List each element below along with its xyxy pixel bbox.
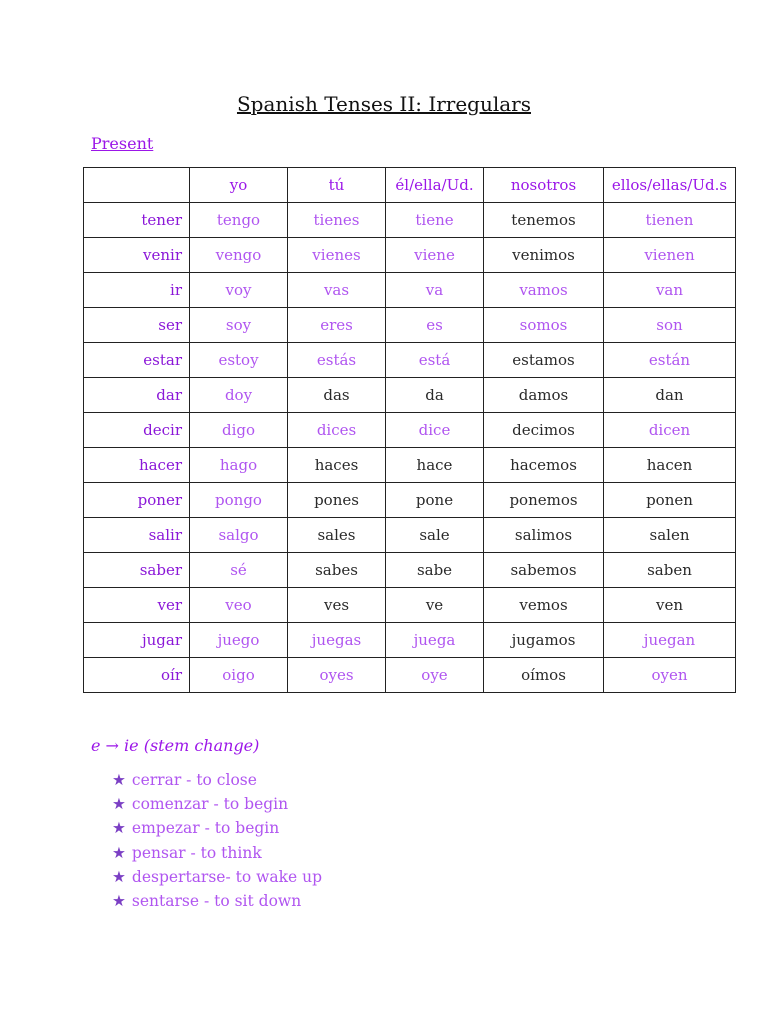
- verb-cell: estar: [84, 343, 190, 378]
- verb-cell: ir: [84, 273, 190, 308]
- conjugation-cell: ponemos: [484, 483, 604, 518]
- list-item-text: empezar - to begin: [131, 819, 280, 838]
- conjugation-cell: salen: [604, 518, 736, 553]
- header-el-ella-ud: él/ella/Ud.: [386, 168, 484, 203]
- conjugation-cell: vamos: [484, 273, 604, 308]
- conjugation-cell: tienes: [288, 203, 386, 238]
- conjugation-cell: dicen: [604, 413, 736, 448]
- list-item: [112, 792, 322, 816]
- conjugation-cell: es: [386, 308, 484, 343]
- conjugation-cell: tenemos: [484, 203, 604, 238]
- conjugation-cell: ponen: [604, 483, 736, 518]
- conjugation-cell: estás: [288, 343, 386, 378]
- verb-cell: decir: [84, 413, 190, 448]
- verb-cell: dar: [84, 378, 190, 413]
- conjugation-cell: hacen: [604, 448, 736, 483]
- conjugation-cell: jugamos: [484, 623, 604, 658]
- verb-cell: tener: [84, 203, 190, 238]
- conjugation-cell: hace: [386, 448, 484, 483]
- conjugation-cell: dice: [386, 413, 484, 448]
- list-item-text: pensar - to think: [131, 843, 262, 862]
- conjugation-cell: vas: [288, 273, 386, 308]
- conjugation-cell: ve: [386, 588, 484, 623]
- star-icon: ★: [112, 867, 126, 886]
- conjugation-cell: está: [386, 343, 484, 378]
- conjugation-cell: tienen: [604, 203, 736, 238]
- table-row: [84, 413, 736, 448]
- table-row: [84, 378, 736, 413]
- verb-cell: saber: [84, 553, 190, 588]
- conjugation-cell: pones: [288, 483, 386, 518]
- table-row: [84, 658, 736, 693]
- conjugation-cell: van: [604, 273, 736, 308]
- star-icon: ★: [112, 771, 126, 789]
- conjugation-cell: oímos: [484, 658, 604, 693]
- conjugation-cell: sabe: [386, 553, 484, 588]
- verb-cell: jugar: [84, 623, 190, 658]
- conjugation-cell: oye: [386, 658, 484, 693]
- table-row: [84, 483, 736, 518]
- star-icon: ★: [112, 843, 126, 862]
- list-item: [112, 889, 322, 913]
- conjugation-cell: estoy: [190, 343, 288, 378]
- verb-cell: ver: [84, 588, 190, 623]
- conjugation-cell: soy: [190, 308, 288, 343]
- conjugation-cell: eres: [288, 308, 386, 343]
- header-nosotros: nosotros: [484, 168, 604, 203]
- table-row: [84, 343, 736, 378]
- verb-cell: hacer: [84, 448, 190, 483]
- conjugation-cell: salimos: [484, 518, 604, 553]
- section-heading-present: Present: [91, 134, 154, 153]
- conjugation-cell: viene: [386, 238, 484, 273]
- conjugation-cell: son: [604, 308, 736, 343]
- table-row: [84, 518, 736, 553]
- conjugation-cell: sales: [288, 518, 386, 553]
- conjugation-cell: sale: [386, 518, 484, 553]
- table-row: [84, 588, 736, 623]
- conjugation-cell: ven: [604, 588, 736, 623]
- conjugation-cell: digo: [190, 413, 288, 448]
- header-ellos-ellas-uds: ellos/ellas/Ud.s: [604, 168, 736, 203]
- conjugation-cell: sé: [190, 553, 288, 588]
- conjugation-cell: da: [386, 378, 484, 413]
- table-row: [84, 553, 736, 588]
- star-icon: ★: [112, 892, 126, 911]
- conjugation-cell: sabemos: [484, 553, 604, 588]
- conjugation-cell: vienes: [288, 238, 386, 273]
- conjugation-cell: oyen: [604, 658, 736, 693]
- table-row: [84, 203, 736, 238]
- conjugation-cell: haces: [288, 448, 386, 483]
- conjugation-cell: das: [288, 378, 386, 413]
- conjugation-cell: decimos: [484, 413, 604, 448]
- list-item: [112, 816, 322, 840]
- conjugation-cell: tengo: [190, 203, 288, 238]
- table-row: [84, 238, 736, 273]
- stem-change-heading: e → ie (stem change): [91, 736, 260, 755]
- list-item-text: sentarse - to sit down: [131, 892, 302, 911]
- table-header-row: [84, 168, 736, 203]
- conjugation-cell: salgo: [190, 518, 288, 553]
- conjugation-cell: dan: [604, 378, 736, 413]
- conjugation-cell: hacemos: [484, 448, 604, 483]
- conjugation-cell: saben: [604, 553, 736, 588]
- header-tu: tú: [288, 168, 386, 203]
- star-icon: ★: [112, 819, 126, 838]
- conjugation-cell: voy: [190, 273, 288, 308]
- conjugation-cell: juegas: [288, 623, 386, 658]
- conjugation-cell: tiene: [386, 203, 484, 238]
- conjugation-cell: oigo: [190, 658, 288, 693]
- page-title: Spanish Tenses II: Irregulars: [236, 92, 531, 116]
- conjugation-cell: ves: [288, 588, 386, 623]
- conjugation-cell: oyes: [288, 658, 386, 693]
- conjugation-cell: venimos: [484, 238, 604, 273]
- list-item-text: cerrar - to close: [131, 771, 257, 789]
- conjugation-cell: juegan: [604, 623, 736, 658]
- verb-cell: poner: [84, 483, 190, 518]
- conjugation-cell: están: [604, 343, 736, 378]
- table-row: [84, 308, 736, 343]
- conjugation-cell: pone: [386, 483, 484, 518]
- conjugation-cell: juega: [386, 623, 484, 658]
- verb-cell: oír: [84, 658, 190, 693]
- verb-cell: venir: [84, 238, 190, 273]
- list-item: [112, 841, 322, 865]
- star-icon: ★: [112, 795, 126, 814]
- conjugation-cell: sabes: [288, 553, 386, 588]
- table-row: [84, 623, 736, 658]
- conjugation-cell: juego: [190, 623, 288, 658]
- conjugation-cell: estamos: [484, 343, 604, 378]
- conjugation-cell: veo: [190, 588, 288, 623]
- list-item: [112, 768, 322, 792]
- list-item-text: despertarse- to wake up: [131, 867, 323, 886]
- table-row: [84, 448, 736, 483]
- conjugation-cell: somos: [484, 308, 604, 343]
- conjugation-cell: vengo: [190, 238, 288, 273]
- conjugation-cell: dices: [288, 413, 386, 448]
- stem-change-list: [112, 768, 322, 913]
- list-item-text: comenzar - to begin: [131, 795, 289, 814]
- conjugation-table: [83, 167, 736, 693]
- verb-cell: salir: [84, 518, 190, 553]
- conjugation-cell: damos: [484, 378, 604, 413]
- header-yo: yo: [190, 168, 288, 203]
- table-row: [84, 273, 736, 308]
- conjugation-cell: hago: [190, 448, 288, 483]
- list-item: [112, 865, 322, 889]
- conjugation-cell: vemos: [484, 588, 604, 623]
- conjugation-cell: doy: [190, 378, 288, 413]
- conjugation-cell: pongo: [190, 483, 288, 518]
- verb-cell: ser: [84, 308, 190, 343]
- conjugation-cell: va: [386, 273, 484, 308]
- conjugation-cell: vienen: [604, 238, 736, 273]
- header-blank: [84, 168, 190, 203]
